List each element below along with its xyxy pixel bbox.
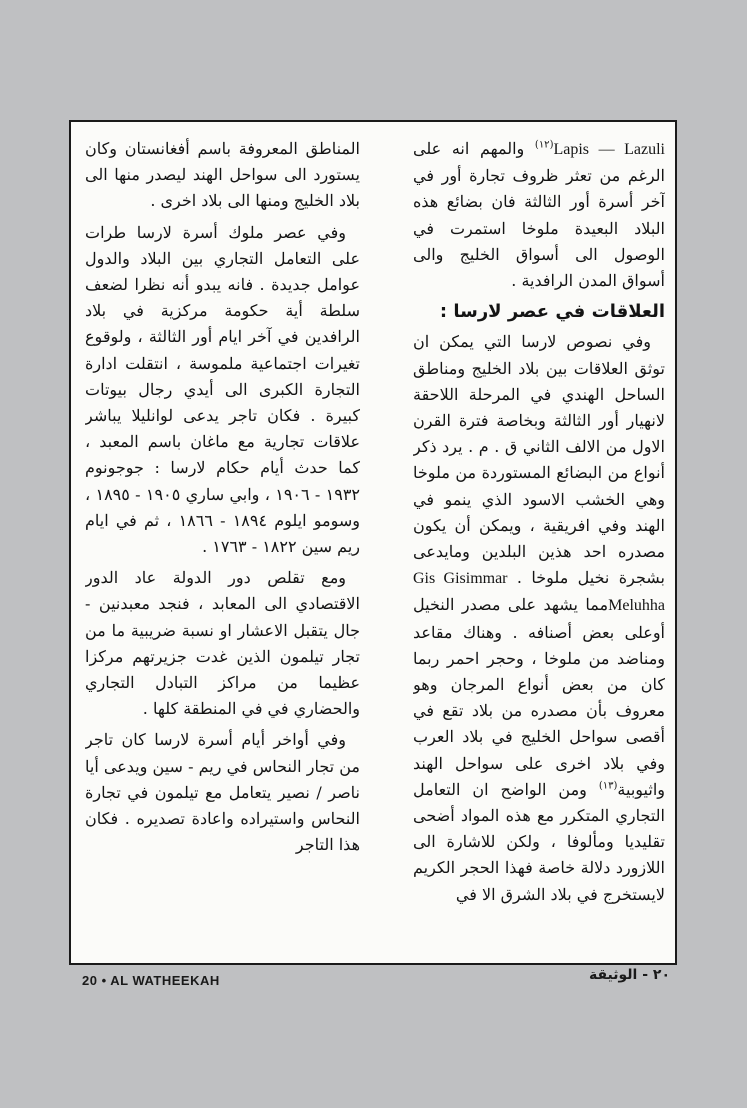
latin-term: Meluhha xyxy=(608,597,665,615)
article-page xyxy=(69,120,677,965)
paragraph-text: ومن الواضح ان التعامل التجاري المتكرر مع هذه المواد أضحى تقليديا ومألوفا ، ولكن للاشارة الى اللازورد دلالة خاصة فهذا الحجر الكريم لايستخرج في بلاد الشرق الا في xyxy=(413,779,665,904)
latin-term: Gis Gisimmar xyxy=(413,570,508,588)
footer-page-number-arabic: ٢٠ - الوثيقة xyxy=(588,967,670,983)
paragraph-text: مما يشهد على مصدر النخيل أوعلى بعض أصنافه . وهناك مقاعد ومناضد من ملوخا ، وحجر احمر ربما كان من بعض أنواع المرجان وهو معروف بأن مصدره من بلاد تقع في أقصى سواحل الخليج في بلاد العرب وفي بلاد اخرى على سواحل الهند واثيوبية xyxy=(413,595,665,799)
paragraph-text: وفي نصوص لارسا التي يمكن ان توثق العلاقات بين بلاد الخليج ومناطق الساحل الهندي في المرحلة اللاحقة لانهيار أور الثالثة وبخاصة فترة القرن الاول من الالف الثاني ق . م . يرد ذكر أنواع من البضائع المستوردة من ملوخا وهي الخشب الاسود الذي ينمو في الهند وفي افريقية ، ويمكن أن يكون مصدره احد هذين البلدين ومايدعى بشجرة نخيل ملوخا xyxy=(413,332,665,588)
paragraph: المناطق المعروفة باسم أفغانستان وكان يستورد الى سواحل الهند ليصدر منها الى بلاد الخليج ومنها الى بلاد اخرى . xyxy=(85,139,360,211)
paragraph-text: والمهم انه على الرغم من تعثر ظروف تجارة أور في آخر أسرة أور الثالثة فان بضائع هذه البلاد البعيدة ملوخا استمرت في الوصول الى أسواق الخليج والى أسواق المدن الرافدية . xyxy=(413,139,665,291)
left-column xyxy=(85,136,360,949)
right-column xyxy=(413,136,665,949)
paragraph: ومع تقلص دور الدولة عاد الدور الاقتصادي الى المعابد ، فنجد معبدنين - جال يتقبل الاعشار او نسبة ضريبية ما من تجار تيلمون الذين غدت جزيرتهم مركزا عظيما من مراكز التبادل التجاري والحضاري في في المنطقة كلها . xyxy=(85,568,360,719)
paragraph xyxy=(413,136,665,294)
footer-page-number-english: 20 • AL WATHEEKAH xyxy=(82,973,220,988)
paragraph-text: . xyxy=(507,568,522,588)
paragraph: وفي عصر ملوك أسرة لارسا طرات على التعامل التجاري بين البلاد والدول عوامل جديدة . فانه يبدو أنه نظرا لضعف سلطة أية حكومة مركزية في بلاد الرافدين في آخر ايام أور الثالثة ، ولوقوع تغيرات اجتماعية ملموسة ، انتقلت ادارة التجارة الكبرى الى أيدي رجال بيوتات كبيرة . فكان تاجر يدعى لوانليلا يباشر علاقات تجارية مع ماغان باسم المعبد ، كما حدث أيام حكام لارسا : جوجونوم ١٩٣٢ - ١٩٠٦ ، وابي ساري ١٩٠٥ - ١٨٩٥ ، وسومو ايلوم ١٨٩٤ - ١٨٦٦ ، ثم في ايام ريم سين ١٨٢٢ - ١٧٦٣ . xyxy=(85,222,360,557)
footnote-ref: (١٢) xyxy=(534,139,554,151)
paragraph: وفي أواخر أيام أسرة لارسا كان تاجر من تجار النحاس في ريم - سين ويدعى أيا ناصر / نصير يتعامل مع تيلمون في تجارة النحاس واستيراده واعادة تصديره . فكان هذا التاجر xyxy=(85,730,360,855)
footnote-ref: (١٣) xyxy=(598,780,618,792)
paragraph xyxy=(413,329,665,907)
latin-term: Lapis — Lazuli xyxy=(553,141,665,158)
section-heading: العلاقات في عصر لارسا : xyxy=(439,301,665,323)
